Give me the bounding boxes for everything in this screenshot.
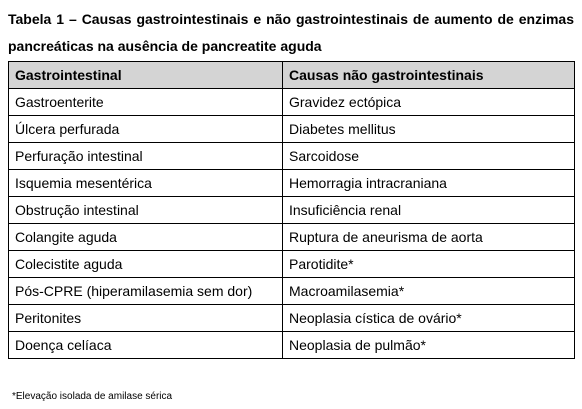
table-row [9,224,575,251]
column-header-non-gastrointestinal: Causas não gastrointestinais [283,62,575,89]
table-cell: Úlcera perfurada [9,116,283,143]
table-cell: Neoplasia cística de ovário* [283,305,575,332]
table-cell: Ruptura de aneurisma de aorta [283,224,575,251]
table-row [9,278,575,305]
table-cell: Peritonites [9,305,283,332]
table-cell: Isquemia mesentérica [9,170,283,197]
table-row [9,197,575,224]
table-cell: Gravidez ectópica [283,89,575,116]
table-cell: Perfuração intestinal [9,143,283,170]
table-cell: Diabetes mellitus [283,116,575,143]
table-cell: Pós-CPRE (hiperamilasemia sem dor) [9,278,283,305]
table-header-row [9,62,575,89]
table-cell: Parotidite* [283,251,575,278]
table-cell: Sarcoidose [283,143,575,170]
table-cell: Colecistite aguda [9,251,283,278]
table-cell: Macroamilasemia* [283,278,575,305]
table-row [9,89,575,116]
table-cell: Neoplasia de pulmão* [283,332,575,359]
column-header-gastrointestinal: Gastrointestinal [9,62,283,89]
table-cell: Hemorragia intracraniana [283,170,575,197]
table-cell: Obstrução intestinal [9,197,283,224]
table-row [9,305,575,332]
table-row [9,116,575,143]
table-caption: Tabela 1 – Causas gastrointestinais e não gastrointestinais de aumento de enzimas pancreáticas na ausência de pancreatite aguda [8,11,574,54]
table-cell: Gastroenterite [9,89,283,116]
table-row [9,170,575,197]
table-cell: Doença celíaca [9,332,283,359]
causes-table [8,61,575,359]
table-cell: Colangite aguda [9,224,283,251]
table-row [9,143,575,170]
table-footnote: *Elevação isolada de amilase sérica [12,391,173,402]
table-cell: Insuficiência renal [283,197,575,224]
table-row [9,251,575,278]
table-row [9,332,575,359]
